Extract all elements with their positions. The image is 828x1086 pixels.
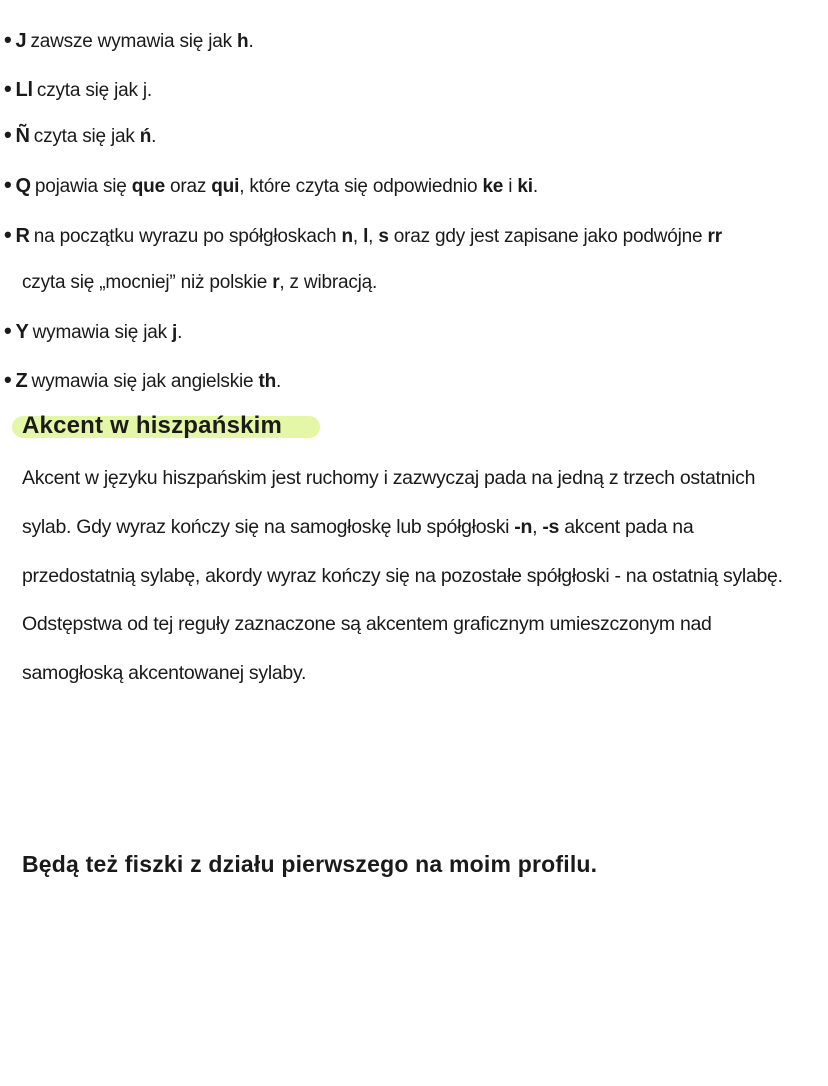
paragraph-line-4: Odstępstwa od tej reguły zaznaczone są akcentem graficznym umieszczonym nad: [22, 613, 712, 635]
bullet-text: ,: [368, 226, 379, 247]
bullet-bold: s: [378, 226, 389, 247]
paragraph-bold: -s: [542, 516, 560, 538]
bullet-dot: •: [4, 222, 12, 247]
section-title: Akcent w hiszpańskim: [22, 412, 283, 439]
bullet-letter: Z: [15, 370, 28, 392]
bullet-q: [4, 172, 538, 200]
bullet-bold: ń: [139, 126, 152, 147]
paragraph-text: sylab. Gdy wyraz kończy się na samogłoskę lub spółgłoski: [22, 516, 515, 538]
bullet-text: .: [248, 31, 254, 52]
paragraph-bold: -n: [514, 516, 533, 538]
bullet-bold: que: [131, 176, 165, 197]
bullet-ll: [4, 76, 152, 104]
bullet-dot: •: [4, 122, 12, 147]
bullet-text: zawsze wymawia się jak: [30, 31, 238, 52]
bullet-bold: ke: [482, 176, 504, 197]
bullet-y: [4, 318, 182, 346]
bullet-bold: qui: [211, 176, 240, 197]
bullet-letter: R: [15, 225, 30, 247]
bullet-letter: Q: [15, 175, 31, 197]
bullet-text: wymawia się jak: [32, 322, 172, 343]
bullet-text: .: [177, 322, 183, 343]
bullet-r: [4, 222, 722, 250]
bullet-text: i: [503, 176, 518, 197]
paragraph-text: ,: [532, 516, 543, 538]
bullet-bold: r: [272, 272, 280, 293]
paragraph-line-2: [22, 514, 693, 540]
bullet-bold: j: [172, 322, 178, 343]
bullet-text: oraz gdy jest zapisane jako podwójne: [388, 226, 708, 247]
section-heading: [12, 410, 283, 442]
bullet-dot: •: [4, 367, 12, 392]
bullet-text: wymawia się jak angielskie: [31, 371, 259, 392]
bullet-text: oraz: [164, 176, 212, 197]
footer-note: Będą też fiszki z działu pierwszego na moim profilu.: [22, 851, 598, 877]
bullet-text: na początku wyrazu po spółgłoskach: [33, 226, 342, 247]
paragraph-text: akcent pada na: [559, 516, 694, 538]
bullet-dot: •: [4, 318, 12, 343]
paragraph-line-3: przedostatnią sylabę, akordy wyraz kończy się na pozostałe spółgłoski - na ostatnią sylabę.: [22, 565, 783, 587]
bullet-bold: h: [237, 31, 249, 52]
bullet-text: .: [532, 176, 538, 197]
bullet-bold: ki: [517, 176, 533, 197]
bullet-z: [4, 367, 281, 395]
bullet-letter: J: [15, 30, 27, 52]
paragraph-line-1: Akcent w języku hiszpańskim jest ruchomy i zazwyczaj pada na jedną z trzech ostatnich: [22, 467, 756, 489]
bullet-dot: •: [4, 76, 12, 101]
bullet-text: pojawia się: [34, 176, 132, 197]
bullet-j: [4, 27, 254, 55]
bullet-letter: Ñ: [15, 125, 30, 147]
bullet-text: .: [276, 371, 282, 392]
paragraph-line-5: samogłoską akcentowanej sylaby.: [22, 662, 307, 684]
bullet-bold: rr: [707, 226, 722, 247]
bullet-text: , które czyta się odpowiednio: [239, 176, 483, 197]
bullet-bold: l: [363, 226, 369, 247]
bullet-dot: •: [4, 27, 12, 52]
bullet-r-continuation: [22, 270, 377, 296]
bullet-text: czyta się „mocniej” niż polskie: [22, 272, 273, 293]
bullet-letter: Ll: [15, 79, 33, 101]
bullet-text: .: [151, 126, 157, 147]
bullet-text: czyta się jak j.: [36, 80, 152, 101]
bullet-letter: Y: [15, 321, 29, 343]
bullet-text: , z wibracją.: [279, 272, 378, 293]
bullet-enie: [4, 122, 156, 150]
bullet-text: czyta się jak: [33, 126, 140, 147]
bullet-bold: n: [341, 226, 353, 247]
bullet-bold: th: [258, 371, 277, 392]
bullet-dot: •: [4, 172, 12, 197]
bullet-text: ,: [352, 226, 364, 247]
